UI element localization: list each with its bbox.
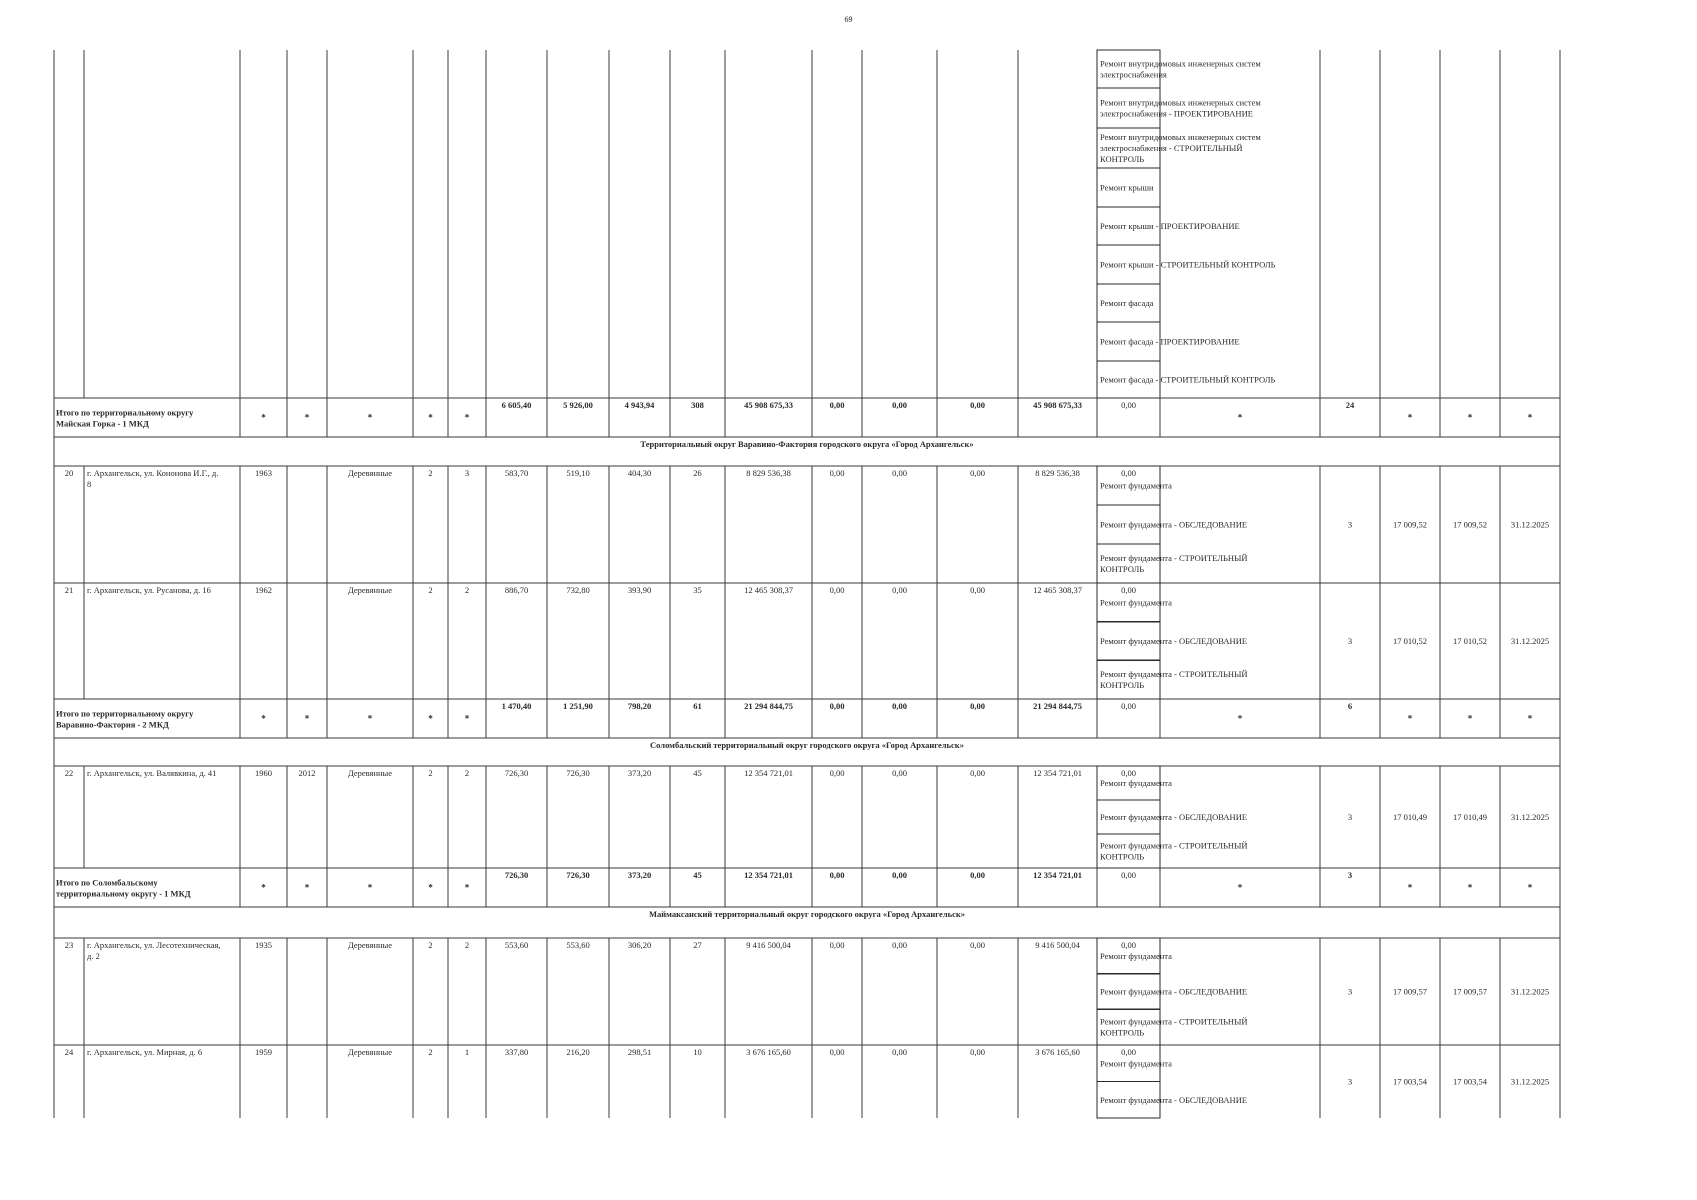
row-c12: 0,00 (829, 585, 845, 595)
total-count: 3 (1347, 870, 1353, 880)
max-unit-cost: 17 009,52 (1453, 519, 1487, 530)
max-unit-cost: 17 009,57 (1453, 986, 1487, 997)
total-label (56, 878, 191, 899)
total-c7: 1 470,40 (501, 701, 532, 711)
total-star: * (1467, 713, 1473, 724)
wall-material: Деревянные (347, 468, 393, 478)
work-type-label (1100, 1058, 1172, 1068)
row-c14: 0,00 (970, 768, 985, 778)
total-c15: 45 908 675,33 (1033, 400, 1082, 410)
total-star: * (367, 412, 373, 423)
total-star: * (261, 882, 266, 893)
total-star: * (464, 713, 470, 724)
total-c15: 12 354 721,01 (1033, 870, 1082, 880)
house-address-line: г. Архангельск, ул. Русанова, д. 16 (87, 585, 211, 595)
section-title: Соломбальский территориальный округ городского округа «Город Архангельск» (650, 740, 964, 750)
total-c13: 0,00 (892, 701, 907, 711)
row-c14: 0,00 (970, 940, 985, 950)
row-c13: 0,00 (892, 585, 907, 595)
row-c13: 0,00 (892, 1047, 907, 1057)
house-address (87, 468, 218, 489)
work-type-label (1100, 669, 1248, 690)
house-address-line: д. 2 (87, 951, 100, 961)
house-address (87, 1047, 202, 1057)
work-type-label (1100, 132, 1261, 164)
work-type-label (1100, 337, 1240, 347)
total-star: * (1237, 713, 1243, 724)
total-c16: 0,00 (1121, 400, 1136, 410)
work-type-label-line: Ремонт фасада - СТРОИТЕЛЬНЫЙ КОНТРОЛЬ (1100, 374, 1276, 385)
work-type-label-line: Ремонт фундамента - ОБСЛЕДОВАНИЕ (1100, 636, 1248, 646)
total-c14: 0,00 (970, 400, 985, 410)
row-c10: 26 (693, 468, 702, 478)
row-c15: 3 676 165,60 (1035, 1047, 1080, 1057)
unit-cost: 17 009,52 (1393, 519, 1427, 530)
total-star: * (367, 882, 373, 893)
total-count: 24 (1345, 400, 1355, 410)
house-address-line: г. Архангельск, ул. Мирная, д. 6 (87, 1047, 203, 1057)
row-c15: 12 465 308,37 (1033, 585, 1082, 595)
unit-cost: 17 010,52 (1393, 636, 1427, 646)
work-type-label-line: Ремонт фундамента (1100, 950, 1172, 961)
entrances: 2 (464, 940, 470, 950)
unit-cost: 17 010,49 (1393, 812, 1427, 822)
total-star: * (428, 713, 433, 724)
work-type-label (1100, 298, 1154, 308)
total-c12: 0,00 (829, 400, 845, 410)
work-type-label-line: Ремонт фундамента - ОБСЛЕДОВАНИЕ (1100, 519, 1248, 530)
row-c16: 0,00 (1121, 585, 1136, 595)
completion-date: 31.12.2025 (1510, 1076, 1550, 1087)
work-type-label-line: Ремонт фундамента - ОБСЛЕДОВАНИЕ (1100, 812, 1248, 822)
entrances: 1 (464, 1047, 470, 1057)
work-type-label-line: Ремонт внутридомовых инженерных систем (1100, 132, 1261, 142)
row-c8: 726,30 (566, 768, 590, 778)
row-c9: 393,90 (627, 585, 652, 595)
wall-material: Деревянные (347, 940, 393, 950)
total-c10: 45 (693, 870, 702, 880)
work-count: 3 (1347, 986, 1353, 997)
total-c14: 0,00 (970, 701, 985, 711)
work-type-label-line: электроснабжения (1100, 69, 1167, 80)
unit-cost: 17 003,54 (1393, 1076, 1427, 1087)
row-c14: 0,00 (970, 585, 985, 595)
total-c11: 45 908 675,33 (744, 400, 793, 410)
work-type-label (1100, 841, 1248, 862)
row-number: 22 (64, 768, 74, 778)
total-star: * (261, 713, 266, 724)
total-star: * (1407, 882, 1413, 893)
work-type-label-line: КОНТРОЛЬ (1100, 154, 1145, 164)
table-grid (54, 50, 1560, 1118)
row-c13: 0,00 (892, 468, 907, 478)
total-star: * (1237, 412, 1243, 423)
row-c8: 216,20 (566, 1047, 590, 1057)
total-c16: 0,00 (1121, 870, 1136, 880)
total-label-line: Итого по Соломбальскому (56, 877, 158, 888)
row-number: 20 (64, 468, 74, 478)
total-c9: 4 943,94 (624, 400, 655, 410)
total-star: * (1237, 882, 1243, 893)
work-type-label (1100, 553, 1248, 574)
total-c10: 308 (691, 400, 704, 410)
work-type-label (1100, 1095, 1247, 1105)
section-title: Маймаксанский территориальный округ городского округа «Город Архангельск» (648, 909, 966, 919)
reconstruction-year: 2012 (298, 768, 316, 778)
row-c9: 373,20 (627, 768, 652, 778)
row-c7: 726,30 (504, 768, 529, 778)
total-star: * (464, 412, 470, 423)
total-c8: 1 251,90 (563, 701, 593, 711)
floors: 2 (428, 1047, 433, 1057)
work-count: 3 (1347, 636, 1353, 646)
row-c9: 404,30 (627, 468, 652, 478)
total-c12: 0,00 (829, 870, 845, 880)
row-c16: 0,00 (1121, 468, 1136, 478)
total-count: 6 (1347, 701, 1353, 711)
total-c8: 726,30 (566, 870, 590, 880)
total-star: * (1407, 412, 1413, 423)
work-type-label-line: Ремонт фундамента (1100, 1058, 1172, 1069)
row-c10: 45 (693, 768, 702, 778)
total-c7: 6 605,40 (501, 400, 532, 410)
unit-cost: 17 009,57 (1393, 986, 1427, 997)
work-type-label (1100, 812, 1247, 822)
work-type-label-line: Ремонт фундамента - ОБСЛЕДОВАНИЕ (1100, 1094, 1248, 1105)
row-c13: 0,00 (892, 768, 907, 778)
work-type-label-line: КОНТРОЛЬ (1100, 851, 1145, 862)
work-type-label (1100, 987, 1247, 997)
total-star: * (1527, 412, 1533, 423)
work-type-label-line: Ремонт фундамента (1100, 480, 1172, 491)
total-c7: 726,30 (504, 870, 529, 880)
total-c8: 5 926,00 (563, 400, 593, 410)
total-label-line: территориальному округу - 1 МКД (56, 888, 191, 899)
section-title: Территориальный округ Варавино-Фактория городского округа «Город Архангельск» (640, 439, 974, 449)
work-type-label-line: Ремонт крыши (1100, 182, 1154, 193)
row-c15: 12 354 721,01 (1033, 768, 1082, 778)
work-count: 3 (1347, 519, 1353, 530)
work-type-label-line: Ремонт фасада (1100, 298, 1154, 308)
work-type-label (1100, 1017, 1248, 1038)
row-c8: 519,10 (566, 468, 590, 478)
wall-material: Деревянные (347, 768, 393, 778)
max-unit-cost: 17 010,52 (1453, 636, 1487, 646)
work-type-label-line: КОНТРОЛЬ (1100, 680, 1145, 691)
house-address-line: г. Архангельск, ул. Лесотехническая, (87, 940, 221, 950)
max-unit-cost: 17 010,49 (1453, 812, 1487, 822)
row-c11: 12 465 308,37 (744, 585, 793, 595)
work-count: 3 (1347, 1076, 1353, 1087)
work-type-label-line: Ремонт фундамента - СТРОИТЕЛЬНЫЙ (1100, 669, 1248, 680)
total-star: * (428, 412, 433, 423)
total-star: * (1407, 713, 1413, 724)
total-star: * (304, 412, 310, 423)
row-c7: 337,80 (504, 1047, 529, 1057)
row-c12: 0,00 (829, 1047, 845, 1057)
work-type-label-line: электроснабжения - ПРОЕКТИРОВАНИЕ (1100, 108, 1253, 119)
build-year: 1962 (255, 585, 272, 595)
work-type-label-line: КОНТРОЛЬ (1100, 564, 1145, 574)
work-type-label (1100, 778, 1172, 788)
house-address (87, 940, 221, 961)
row-number: 21 (64, 585, 74, 595)
work-type-label-line: Ремонт фундамента - СТРОИТЕЛЬНЫЙ (1100, 553, 1248, 563)
total-star: * (1467, 412, 1473, 423)
entrances: 3 (464, 468, 470, 478)
row-c10: 10 (693, 1047, 702, 1057)
floors: 2 (428, 585, 433, 595)
row-c15: 9 416 500,04 (1035, 940, 1080, 950)
row-c8: 732,80 (566, 585, 590, 595)
work-type-label-line: Ремонт внутридомовых инженерных систем (1100, 58, 1261, 69)
floors: 2 (428, 768, 433, 778)
work-type-label (1100, 951, 1172, 961)
table-cells (56, 59, 1549, 1105)
total-c12: 0,00 (829, 701, 845, 711)
work-type-label-line: Ремонт фундамента - СТРОИТЕЛЬНЫЙ (1100, 840, 1248, 851)
total-c16: 0,00 (1121, 701, 1136, 711)
total-star: * (261, 412, 266, 423)
row-c9: 298,51 (627, 1047, 652, 1057)
work-type-label-line: Ремонт фундамента - СТРОИТЕЛЬНЫЙ (1100, 1016, 1248, 1027)
completion-date: 31.12.2025 (1510, 812, 1550, 822)
row-c7: 886,70 (504, 585, 529, 595)
work-type-label (1100, 183, 1154, 193)
total-label-line: Варавино-Фактория - 2 МКД (56, 719, 169, 730)
total-c10: 61 (693, 701, 702, 711)
row-c11: 8 829 536,38 (746, 468, 791, 478)
total-c11: 12 354 721,01 (744, 870, 793, 880)
total-label (56, 709, 194, 730)
work-type-label-line: Ремонт крыши - СТРОИТЕЛЬНЫЙ КОНТРОЛЬ (1100, 259, 1276, 270)
work-type-label (1100, 520, 1247, 530)
row-c15: 8 829 536,38 (1035, 468, 1080, 478)
build-year: 1960 (255, 768, 272, 778)
work-type-label (1100, 597, 1172, 607)
completion-date: 31.12.2025 (1510, 636, 1550, 646)
work-type-label-line: Ремонт фасада - ПРОЕКТИРОВАНИЕ (1100, 336, 1240, 347)
row-c13: 0,00 (892, 940, 907, 950)
total-c13: 0,00 (892, 870, 907, 880)
row-c14: 0,00 (970, 1047, 985, 1057)
build-year: 1935 (255, 940, 272, 950)
work-type-label-line: КОНТРОЛЬ (1100, 1027, 1145, 1038)
total-c14: 0,00 (970, 870, 985, 880)
work-type-label (1100, 636, 1247, 646)
build-year: 1959 (255, 1047, 272, 1057)
total-c13: 0,00 (892, 400, 907, 410)
total-star: * (1467, 882, 1473, 893)
floors: 2 (428, 940, 433, 950)
house-address (87, 585, 211, 595)
work-type-label (1100, 375, 1275, 385)
house-address-line: 8 (87, 479, 92, 489)
total-c11: 21 294 844,75 (744, 701, 793, 711)
work-type-label (1100, 221, 1240, 231)
total-label-line: Итого по территориальному округу (56, 407, 194, 418)
total-star: * (464, 882, 470, 893)
total-label (56, 408, 194, 429)
completion-date: 31.12.2025 (1510, 519, 1550, 530)
floors: 2 (428, 468, 433, 478)
max-unit-cost: 17 003,54 (1453, 1076, 1487, 1087)
work-type-label-line: Ремонт внутридомовых инженерных систем (1100, 97, 1261, 108)
row-c12: 0,00 (829, 468, 845, 478)
row-c11: 12 354 721,01 (744, 768, 793, 778)
row-c12: 0,00 (829, 768, 845, 778)
row-c12: 0,00 (829, 940, 845, 950)
total-star: * (1527, 882, 1533, 893)
row-c16: 0,00 (1121, 1047, 1136, 1057)
entrances: 2 (464, 585, 470, 595)
row-c7: 583,70 (504, 468, 529, 478)
total-star: * (304, 713, 310, 724)
total-star: * (304, 882, 310, 893)
work-type-label (1100, 260, 1276, 270)
work-type-label-line: Ремонт фундамента (1100, 778, 1172, 788)
build-year: 1963 (255, 468, 272, 478)
total-label-line: Итого по территориальному округу (56, 708, 194, 719)
total-c9: 798,20 (627, 701, 652, 711)
work-type-label (1100, 481, 1172, 491)
work-type-label (1100, 59, 1261, 80)
work-type-label-line: Ремонт фундамента - ОБСЛЕДОВАНИЕ (1100, 986, 1248, 997)
row-c8: 553,60 (566, 940, 590, 950)
total-star: * (1527, 713, 1533, 724)
row-c10: 35 (693, 585, 702, 595)
row-c14: 0,00 (970, 468, 985, 478)
total-star: * (428, 882, 433, 893)
wall-material: Деревянные (347, 585, 393, 595)
row-c7: 553,60 (504, 940, 529, 950)
work-type-label (1100, 98, 1261, 119)
total-c15: 21 294 844,75 (1033, 701, 1082, 711)
row-number: 23 (64, 940, 74, 950)
total-label-line: Майская Горка - 1 МКД (56, 418, 149, 429)
house-address (87, 768, 216, 778)
work-type-label-line: Ремонт крыши - ПРОЕКТИРОВАНИЕ (1100, 221, 1240, 231)
wall-material: Деревянные (347, 1047, 393, 1057)
entrances: 2 (464, 768, 470, 778)
page-number: 69 (844, 15, 853, 24)
work-count: 3 (1347, 812, 1353, 822)
row-number: 24 (64, 1047, 74, 1057)
completion-date: 31.12.2025 (1510, 986, 1550, 997)
total-c9: 373,20 (627, 870, 652, 880)
work-type-label-line: Ремонт фундамента (1100, 597, 1172, 608)
row-c16: 0,00 (1121, 768, 1136, 778)
house-address-line: г. Архангельск, ул. Валявкина, д. 41 (87, 768, 217, 778)
work-type-label-line: электроснабжения - СТРОИТЕЛЬНЫЙ (1100, 143, 1243, 153)
row-c9: 306,20 (627, 940, 652, 950)
house-address-line: г. Архангельск, ул. Кононова И.Г., д. (87, 468, 219, 478)
row-c11: 3 676 165,60 (746, 1047, 791, 1057)
row-c16: 0,00 (1121, 940, 1136, 950)
row-c10: 27 (693, 940, 702, 950)
total-star: * (367, 713, 373, 724)
row-c11: 9 416 500,04 (746, 940, 791, 950)
